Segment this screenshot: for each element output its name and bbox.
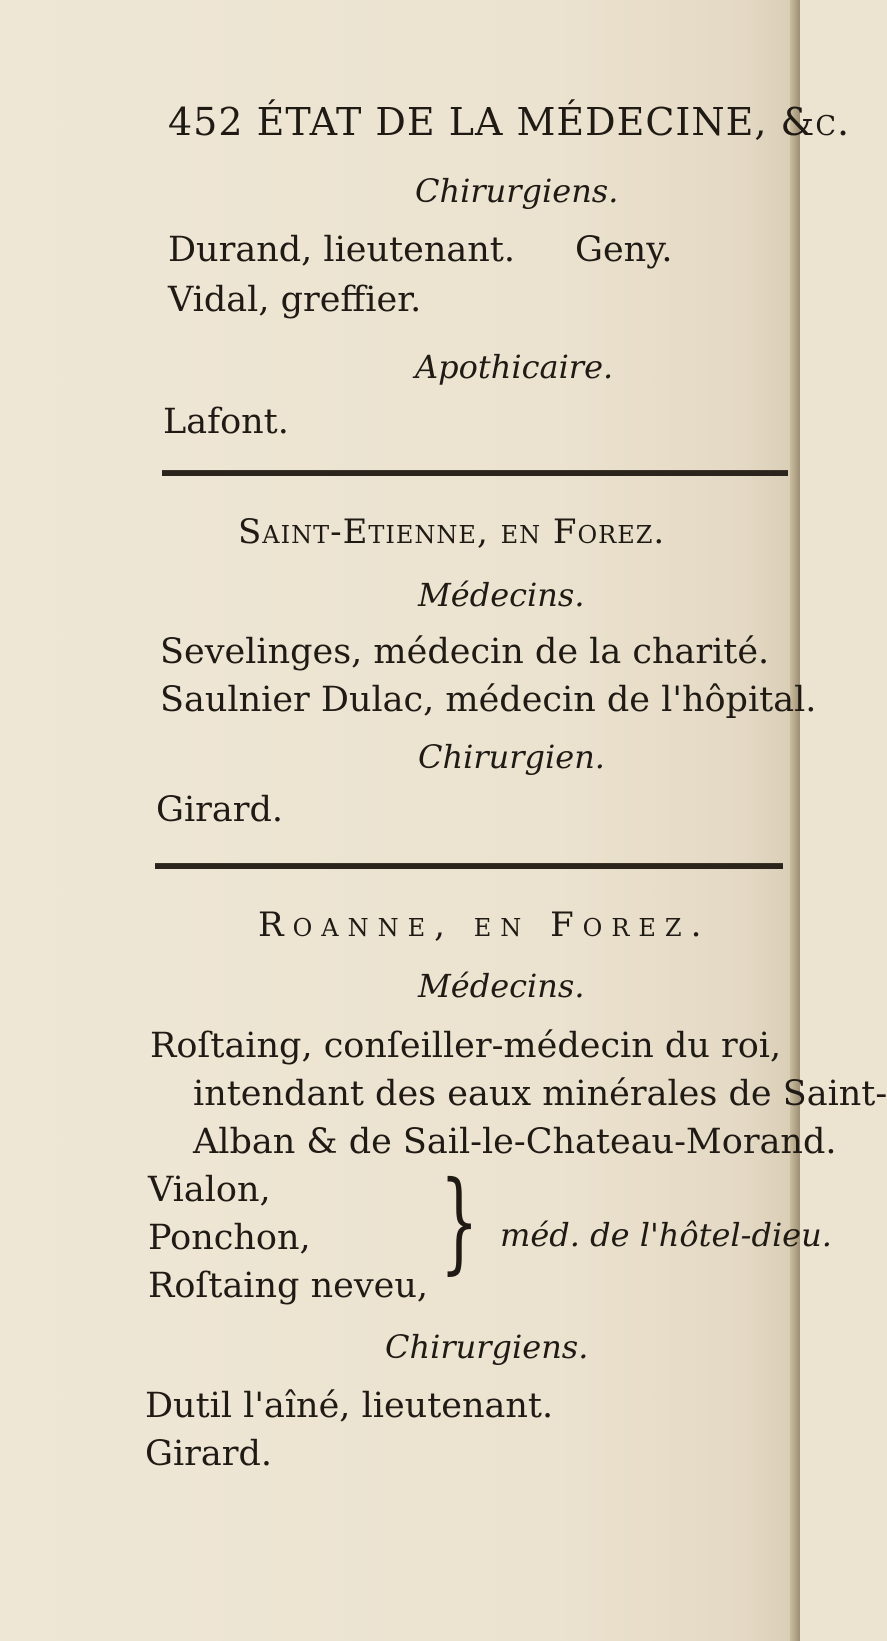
surgeon-dutil: Dutil l'aîné, lieutenant. [145, 1386, 554, 1426]
surgeon-geny: Geny. [575, 230, 673, 270]
physician-ponchon: Ponchon, [148, 1218, 311, 1258]
surgeon-girard-3: Girard. [145, 1434, 273, 1474]
surgeon-girard-2: Girard. [156, 790, 284, 830]
page-header [168, 100, 850, 144]
hotel-dieu-note: méd. de l'hôtel-dieu. [500, 1216, 832, 1254]
section-divider-2 [155, 863, 783, 869]
physicians-heading-2: Médecins. [418, 576, 585, 614]
section-divider-1 [162, 470, 788, 476]
physician-saulnier-dulac: Saulnier Dulac, médecin de l'hôpital. [160, 680, 817, 720]
physicians-heading-3: Médecins. [418, 967, 585, 1005]
place-saint-etienne: Saint-Etienne, en Forez. [238, 512, 666, 552]
physician-rostaing-neveu: Roſtaing neveu, [148, 1266, 428, 1306]
running-title: ÉTAT DE LA MÉDECINE, &c. [256, 100, 851, 144]
physician-sevelinges: Sevelinges, médecin de la charité. [160, 632, 770, 672]
place-roanne: Roanne, en Forez. [258, 905, 711, 945]
apothecary-heading: Apothicaire. [415, 348, 614, 386]
surgeons-heading-3: Chirurgiens. [385, 1328, 589, 1366]
curly-brace-icon: } [440, 1157, 479, 1285]
book-spine-edge [790, 0, 800, 1641]
surgeons-heading-1: Chirurgiens. [415, 172, 619, 210]
physician-rostaing-line-2: intendant des eaux minérales de Saint- [193, 1074, 887, 1114]
physician-rostaing-line-3: Alban & de Sail-le-Chateau-Morand. [193, 1122, 837, 1162]
physician-vialon: Vialon, [148, 1170, 271, 1210]
page-number: 452 [168, 100, 244, 144]
surgeon-durand: Durand, lieutenant. [168, 230, 515, 270]
surgeon-vidal: Vidal, greffier. [168, 280, 422, 320]
apothecary-lafont: Lafont. [163, 402, 289, 442]
physician-rostaing-line-1: Roſtaing, conſeiller-médecin du roi, [150, 1026, 782, 1066]
surgeon-heading-2: Chirurgien. [418, 738, 605, 776]
